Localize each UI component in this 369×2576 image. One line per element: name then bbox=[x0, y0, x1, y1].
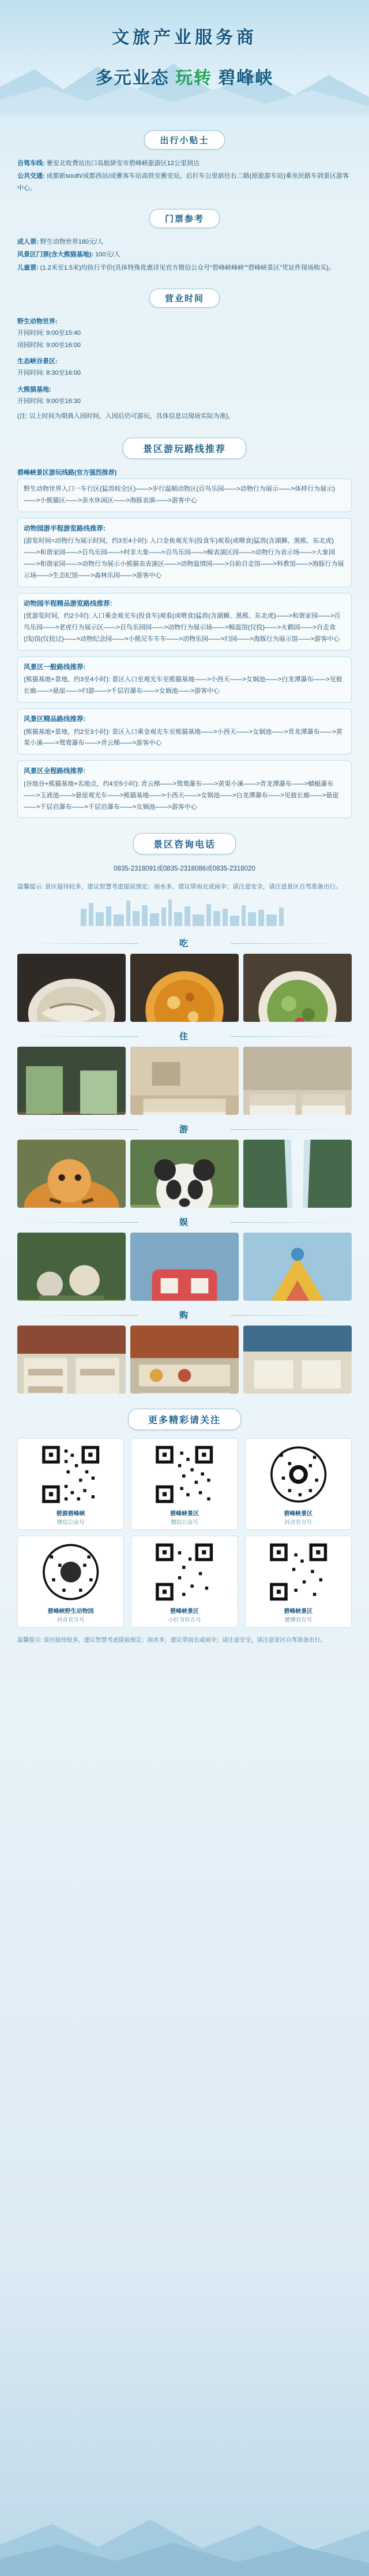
hours-line: 开园时间: 9:00至16:30 bbox=[17, 398, 81, 405]
qr-type: 抖音官方号 bbox=[284, 1520, 312, 1526]
routes-intro bbox=[17, 467, 352, 479]
qr-code-icon[interactable] bbox=[21, 1443, 120, 1506]
qr-type: 微博官方号 bbox=[284, 1617, 312, 1624]
section-title-ticket: 门票参考 bbox=[149, 209, 220, 228]
photo-item bbox=[243, 1140, 352, 1208]
ticket-label: 成人票: bbox=[17, 238, 39, 246]
hours-line: 开园时间: 8:30至16:00 bbox=[17, 369, 81, 377]
local-market-photo-icon bbox=[130, 1326, 239, 1394]
hours-group-name: 野生动物世界: bbox=[17, 318, 58, 326]
section-title-qr: 更多精彩请关注 bbox=[128, 1409, 241, 1430]
hotel-suite-photo-icon bbox=[243, 1047, 352, 1115]
photo-item bbox=[17, 1140, 126, 1208]
subtitle-part-3: 碧峰峡 bbox=[218, 69, 274, 88]
ticket-text: (1.2米至1.5米)均执行半价(具体特殊优惠详见官方微信公众号“碧峰峡峰峡”“碧峰峡景区”凭证件现场购买)。 bbox=[40, 264, 335, 271]
photo-item bbox=[243, 1047, 352, 1115]
photo-item bbox=[243, 954, 352, 1022]
travel-tip-label: 公共交通: bbox=[17, 173, 45, 180]
photo-grid-entertainment bbox=[17, 1233, 352, 1301]
qr-type: 微信公众号 bbox=[171, 1520, 198, 1526]
category-label-entertainment: 娱 bbox=[0, 1216, 369, 1228]
travel-tip-row bbox=[17, 158, 352, 169]
route-card-line: (熊猫基地+景地，约3至4小时): 景区入口至观光车至熊猫基地——>小西天——>女娲池——>白龙潭瀑布——>见披长廊——>悬崖——>归游——>千层岩瀑布——>女娲池——>游客中心 bbox=[24, 676, 342, 695]
photo-item bbox=[17, 1326, 126, 1394]
section-header-travel-tips bbox=[0, 130, 369, 150]
hours-note: (注: 以上时间为期典入园时间，入园后仍可游玩，具体信息以现场实际为准)。 bbox=[17, 413, 235, 420]
category-label-tour: 游 bbox=[0, 1123, 369, 1135]
qr-name: 碧峰峡野生动物园 bbox=[47, 1608, 94, 1615]
playground-photo-icon bbox=[243, 1233, 352, 1301]
section-title-hours: 营业时间 bbox=[149, 289, 220, 308]
category-label-eat: 吃 bbox=[0, 937, 369, 949]
photo-item bbox=[243, 1233, 352, 1301]
qr-name: 碧峰峡景区 bbox=[284, 1511, 313, 1518]
hours-line: 开园时间: 9:00至15:40 bbox=[17, 330, 81, 337]
travel-tip-text: 成都新south/成都西站/成雅客车站高铁至雅安站，后打车公里前往右二路(原旅游车站)乘坐民路车到景区游客中心。 bbox=[17, 173, 349, 192]
route-card-heading: 风景区精品路线推荐: bbox=[24, 715, 86, 723]
ticket-label: 风景区门票(含大熊猫基地): bbox=[17, 251, 93, 259]
hotel-lobby-photo-icon bbox=[17, 1047, 126, 1115]
footer-note: 温馨提示: 景区接待较多，建议智慧考虑提前预定；雨水多，建议带雨衣或雨伞；请注意安全，请注意景区自驾准备出行。 bbox=[17, 1637, 326, 1644]
photo-item bbox=[130, 1047, 239, 1115]
qr-name: 碧源碧峰峡 bbox=[56, 1511, 85, 1518]
qr-type: 微信公众号 bbox=[57, 1520, 85, 1526]
section-header-routes bbox=[0, 438, 369, 459]
qr-grid bbox=[17, 1438, 352, 1627]
photo-item bbox=[130, 1326, 239, 1394]
city-skyline-icon bbox=[0, 895, 369, 926]
route-card-line: (熊猫基地+景地，约2至3小时): 景区入口乘金观光车至熊猫基地——>小西天——>女娲池——>青龙潭瀑布——>黄果小溪——>鸳鸯瀑布——>青云梯——>游客中心 bbox=[24, 728, 342, 747]
section-header-ticket bbox=[0, 209, 369, 228]
qr-name: 碧峰峡景区 bbox=[170, 1608, 199, 1615]
gift-store-photo-icon bbox=[243, 1326, 352, 1394]
ticket-text: 100元/人 bbox=[95, 251, 121, 259]
performance-photo-icon bbox=[17, 1233, 126, 1301]
hours-group-name: 生态峡谷景区: bbox=[17, 358, 58, 365]
photo-item bbox=[130, 1233, 239, 1301]
section-header-qr bbox=[0, 1409, 369, 1430]
souvenir-shop-photo-icon bbox=[17, 1326, 126, 1394]
photo-grid-shopping bbox=[17, 1326, 352, 1394]
bottom-mountain-wave-icon bbox=[0, 2489, 369, 2576]
phone-tip: 温馨提示: 景区接待较多，建议智慧考虑提前预定；雨水多，建议带雨衣或雨伞；请注意安全，请注意景区自驾准备出行。 bbox=[17, 883, 342, 891]
route-card-heading: 风景区一般路线推荐: bbox=[24, 663, 86, 671]
photo-item bbox=[17, 1047, 126, 1115]
qr-code-icon[interactable] bbox=[135, 1443, 234, 1506]
hours-group-name: 大熊猫基地: bbox=[17, 386, 51, 393]
qr-type: 抖音官方号 bbox=[57, 1617, 85, 1624]
section-title-phone: 景区咨询电话 bbox=[133, 833, 236, 854]
qr-cell[interactable] bbox=[17, 1536, 124, 1627]
phone-body bbox=[17, 863, 352, 876]
qr-cell[interactable] bbox=[245, 1536, 352, 1627]
travel-tips-body bbox=[17, 158, 352, 194]
vegetable-dish-photo-icon bbox=[243, 954, 352, 1022]
page-title: 文旅产业服务商 bbox=[112, 28, 257, 47]
route-card-heading: 动物园半程精品游览路线推荐: bbox=[24, 600, 112, 607]
ticket-row bbox=[17, 236, 352, 248]
photo-grid-eat bbox=[17, 954, 352, 1022]
ride-photo-icon bbox=[130, 1233, 239, 1301]
photo-item bbox=[17, 954, 126, 1022]
photo-item bbox=[130, 1140, 239, 1208]
category-label-stay: 住 bbox=[0, 1030, 369, 1042]
route-card-heading: 风景区全程路线推荐: bbox=[24, 768, 86, 775]
qr-cell[interactable] bbox=[131, 1438, 238, 1530]
hotel-room-photo-icon bbox=[130, 1047, 239, 1115]
travel-tip-label: 自驾车线: bbox=[17, 160, 45, 167]
qr-name: 碧峰峡景区 bbox=[284, 1608, 313, 1615]
route-card-heading: 动物园游半程游览路线推荐: bbox=[24, 525, 106, 532]
ticket-label: 儿童票: bbox=[17, 264, 39, 271]
photo-item bbox=[17, 1233, 126, 1301]
route-card-heading: 野生动物世界入口一车行区(猛兽较全区)——>步行温顺动物区(百鸟乐园——>动物行为展示——>体样行为展示)——>小熊猫区——>亲水休闲区——>海豚表演——>游客中心 bbox=[24, 486, 335, 504]
poster-header bbox=[0, 0, 369, 115]
routes-subtitle: 碧峰峡景区游玩线路(官方强烈推荐) bbox=[17, 469, 117, 476]
waterfall-photo-icon bbox=[243, 1140, 352, 1208]
category-label-shopping: 购 bbox=[0, 1309, 369, 1321]
photo-grid-stay bbox=[17, 1047, 352, 1115]
ticket-body bbox=[17, 236, 352, 274]
route-card bbox=[17, 479, 352, 512]
qr-code-icon[interactable] bbox=[249, 1541, 348, 1603]
route-card bbox=[17, 708, 352, 755]
qr-cell[interactable] bbox=[131, 1536, 238, 1627]
ticket-row bbox=[17, 262, 352, 274]
route-card bbox=[17, 593, 352, 651]
section-header-phone bbox=[0, 833, 369, 854]
qr-name: 碧峰峡景区 bbox=[170, 1511, 199, 1518]
travel-tip-text: 雅安北收费站出口岛航驿安市碧峰峡旅游区12公里到达 bbox=[46, 160, 199, 167]
ticket-row bbox=[17, 249, 352, 260]
qr-code-icon[interactable] bbox=[21, 1541, 120, 1603]
section-title-travel-tips: 出行小贴士 bbox=[144, 130, 224, 150]
ticket-text: 野生动物世界180元/人 bbox=[40, 238, 104, 246]
soup-photo-icon bbox=[130, 954, 239, 1022]
hours-body bbox=[17, 316, 352, 423]
subtitle-part-1: 多元业态 bbox=[95, 69, 170, 88]
photo-item bbox=[243, 1326, 352, 1394]
qr-code-icon[interactable] bbox=[135, 1541, 234, 1603]
route-card-line: (优游览时间，约2小时): 入口乘金观光车(投食车)观看(或喂食)猛兽(含湖狮、黑熊、东北虎)——>和谐家园——>百鸟乐园——>老虎行为展示区——>百鸟乐园园——>动物行为展示场——>鲸温馆(仅投)——>火鹤园——>自走食(浅)馆(仅投过)——>动物纪念园——>小熊兄车车车——>动物乐园——>归园——>海豚行为展示馆——>游客中心 bbox=[24, 613, 341, 643]
tiger-photo-icon bbox=[17, 1140, 126, 1208]
route-card bbox=[17, 656, 352, 703]
photo-grid-tour bbox=[17, 1140, 352, 1208]
qr-cell[interactable] bbox=[17, 1438, 124, 1530]
route-card bbox=[17, 760, 352, 818]
route-card bbox=[17, 518, 352, 587]
travel-tip-row bbox=[17, 170, 352, 194]
route-card-line: (游览时间=动物行为展示时间，约3至4小时): 入口金鱼观光车(投食车)观看(或喂食)猛兽(含湖狮、黑熊、东北虎)——>和谐家园——>百鸟乐园——>村非大象——>百鸟乐园——>鲸表演区园——>动物行为表示场——>大象园——>和谐家园——>动物行为展示小熊猫表表演区——>动物温情园——>自助自走馆——>科教馆——>海豚行为展示场——>生态纪馆——>森林乐园——>游客中心 bbox=[24, 537, 344, 579]
food-photo-icon bbox=[17, 954, 126, 1022]
qr-cell[interactable] bbox=[245, 1438, 352, 1530]
photo-item bbox=[130, 954, 239, 1022]
section-title-routes: 景区游玩路线推荐 bbox=[123, 438, 246, 459]
qr-code-icon[interactable] bbox=[249, 1443, 348, 1506]
page-subtitle bbox=[0, 64, 369, 89]
qr-type: 小红书官方号 bbox=[168, 1617, 201, 1624]
section-header-hours bbox=[0, 289, 369, 308]
route-card-line: (谷地谷+熊猫基地+名地点，约4至5小时): 青云梯——>鸳鸯瀑布——>黄果小溪——>青龙潭瀑布——>蜻蜓瀑布——>玉液池——>悬崖观光车——>熊猫基地——>小西天——>女娲池——>白龙潭瀑布——>见披长廊——>悬崖——>千层岩瀑布——>千层岩瀑布——>女娲池——>游客中心 bbox=[24, 780, 339, 811]
phone-numbers[interactable]: 0835-2318091或0835-2318086或0835-2318020 bbox=[114, 865, 255, 873]
panda-photo-icon bbox=[130, 1140, 239, 1208]
hours-line: 闭园时间: 9:00至16:00 bbox=[17, 341, 81, 349]
subtitle-part-2: 玩转 bbox=[169, 69, 219, 88]
